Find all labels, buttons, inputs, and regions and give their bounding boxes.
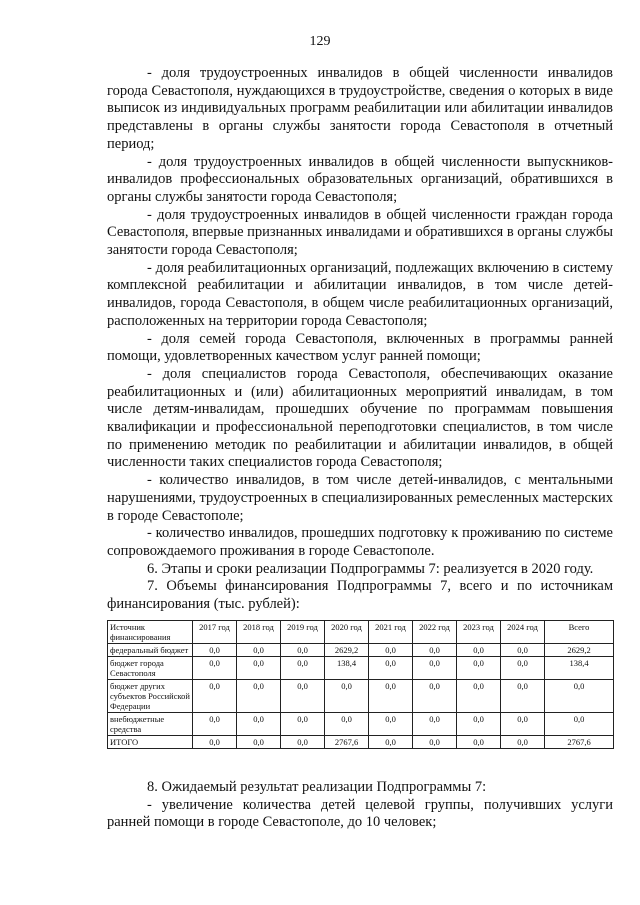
table-cell: 0,0 (545, 680, 614, 713)
page-number: 129 (309, 34, 331, 49)
paragraph: - доля специалистов города Севастополя, обеспечивающих оказание реабилитационных и (или) абилитационных мероприятий инвалидам, в том числе детям-инвалидам, прошедших обучение по программам повышения квалификации и профессиональной переподготовки специалистов, в том числе по применению методик по реабилитации и абилитации инвалидов, в общей численности таких специалистов города Севастополя; (107, 365, 613, 471)
column-header: Всего (545, 621, 614, 644)
column-header: 2023 год (457, 621, 501, 644)
table-cell: 0,0 (325, 680, 369, 713)
table-row (108, 657, 614, 680)
table-cell: 0,0 (501, 657, 545, 680)
financing-table-wrap (107, 620, 613, 749)
table-cell: 138,4 (545, 657, 614, 680)
table-cell: 2767,6 (325, 736, 369, 749)
table-cell: 0,0 (193, 657, 237, 680)
table-cell: 0,0 (193, 713, 237, 736)
table-cell: 0,0 (413, 644, 457, 657)
column-header: 2021 год (369, 621, 413, 644)
table-cell: 0,0 (501, 713, 545, 736)
table-cell: 0,0 (369, 736, 413, 749)
body-text (107, 65, 613, 614)
paragraph-expected-result: 8. Ожидаемый результат реализации Подпрограммы 7: (147, 779, 487, 795)
table-cell: 0,0 (369, 657, 413, 680)
paragraph: - увеличение количества детей целевой группы, получивших услуги ранней помощи в городе Севастополе, до 10 человек; (107, 796, 613, 831)
table-cell: бюджет города Севастополя (108, 657, 193, 680)
table-cell: 0,0 (193, 680, 237, 713)
table-cell: 0,0 (413, 736, 457, 749)
column-header: 2017 год (193, 621, 237, 644)
column-header: Источник финансирования (108, 621, 193, 644)
table-cell: 0,0 (413, 713, 457, 736)
bottom-text (107, 779, 613, 832)
table-row (108, 680, 614, 713)
table-cell: 0,0 (457, 736, 501, 749)
column-header: 2018 год (237, 621, 281, 644)
table-cell: 0,0 (237, 736, 281, 749)
table-cell: 0,0 (281, 657, 325, 680)
table-cell: 0,0 (325, 713, 369, 736)
table-cell: ИТОГО (108, 736, 193, 749)
paragraph: - доля трудоустроенных инвалидов в общей численности инвалидов города Севастополя, нуждающихся в трудоустройстве, сведения о которых в виде выписок из индивидуальных программ реабилитации или абилитации инвалидов представлены в органы службы занятости города Севастополя в отчетный период; (107, 65, 613, 152)
column-header: 2024 год (501, 621, 545, 644)
table-cell: 0,0 (369, 680, 413, 713)
table-cell: 138,4 (325, 657, 369, 680)
table-cell: 2629,2 (545, 644, 614, 657)
table-cell: 0,0 (237, 657, 281, 680)
table-cell: 0,0 (193, 644, 237, 657)
table-cell: 0,0 (281, 680, 325, 713)
table-row (108, 644, 614, 657)
table-cell: 0,0 (369, 713, 413, 736)
paragraph: - доля реабилитационных организаций, подлежащих включению в систему комплексной реабилитации и абилитации инвалидов, в том числе детей-инвалидов, города Севастополя, в общем числе реабилитационных организаций, расположенных на территории города Севастополя; (107, 259, 613, 329)
table-cell: 0,0 (237, 713, 281, 736)
table-cell: 2767,6 (545, 736, 614, 749)
table-cell: 0,0 (193, 736, 237, 749)
table-cell: 0,0 (237, 644, 281, 657)
paragraph: - доля семей города Севастополя, включенных в программы ранней помощи, удовлетворенных качеством услуг ранней помощи; (107, 330, 613, 365)
paragraph: - количество инвалидов, прошедших подготовку к проживанию по системе сопровождаемого проживания в городе Севастополе. (107, 525, 613, 559)
table-cell: федеральный бюджет (108, 644, 193, 657)
table-cell: бюджет других субъектов Российской Федерации (108, 680, 193, 713)
column-header: 2019 год (281, 621, 325, 644)
financing-table (107, 620, 614, 749)
paragraph-stages: 6. Этапы и сроки реализации Подпрограммы 7: реализуется в 2020 году. (147, 560, 594, 577)
table-cell: 0,0 (457, 680, 501, 713)
table-cell: 0,0 (413, 680, 457, 713)
table-cell: 0,0 (501, 680, 545, 713)
table-cell: 0,0 (501, 736, 545, 749)
table-row-total (108, 736, 614, 749)
table-cell: 2629,2 (325, 644, 369, 657)
paragraph-financing: 7. Объемы финансирования Подпрограммы 7, всего и по источникам финансирования (тыс. рублей): (107, 578, 613, 613)
column-header: 2020 год (325, 621, 369, 644)
table-cell: 0,0 (457, 713, 501, 736)
paragraph: - доля трудоустроенных инвалидов в общей численности граждан города Севастополя, впервые признанных инвалидами и обратившихся в органы службы занятости города Севастополя; (107, 206, 613, 259)
table-cell: 0,0 (369, 644, 413, 657)
table-cell: 0,0 (457, 644, 501, 657)
paragraph: - доля трудоустроенных инвалидов в общей численности выпускников-инвалидов профессиональных образовательных организаций, обратившихся в органы службы занятости города Севастополя; (107, 153, 613, 205)
table-cell: 0,0 (281, 644, 325, 657)
table-cell: 0,0 (457, 657, 501, 680)
column-header: 2022 год (413, 621, 457, 644)
paragraph: - количество инвалидов, в том числе детей-инвалидов, с ментальными нарушениями, трудоустроенных в специализированных ремесленных мастерских в городе Севастополе; (107, 472, 613, 524)
table-cell: 0,0 (237, 680, 281, 713)
table-row (108, 713, 614, 736)
table-cell: 0,0 (545, 713, 614, 736)
table-cell: 0,0 (281, 713, 325, 736)
table-cell: 0,0 (501, 644, 545, 657)
table-header-row (108, 621, 614, 644)
table-cell: 0,0 (413, 657, 457, 680)
table-cell: внебюджетные средства (108, 713, 193, 736)
table-cell: 0,0 (281, 736, 325, 749)
